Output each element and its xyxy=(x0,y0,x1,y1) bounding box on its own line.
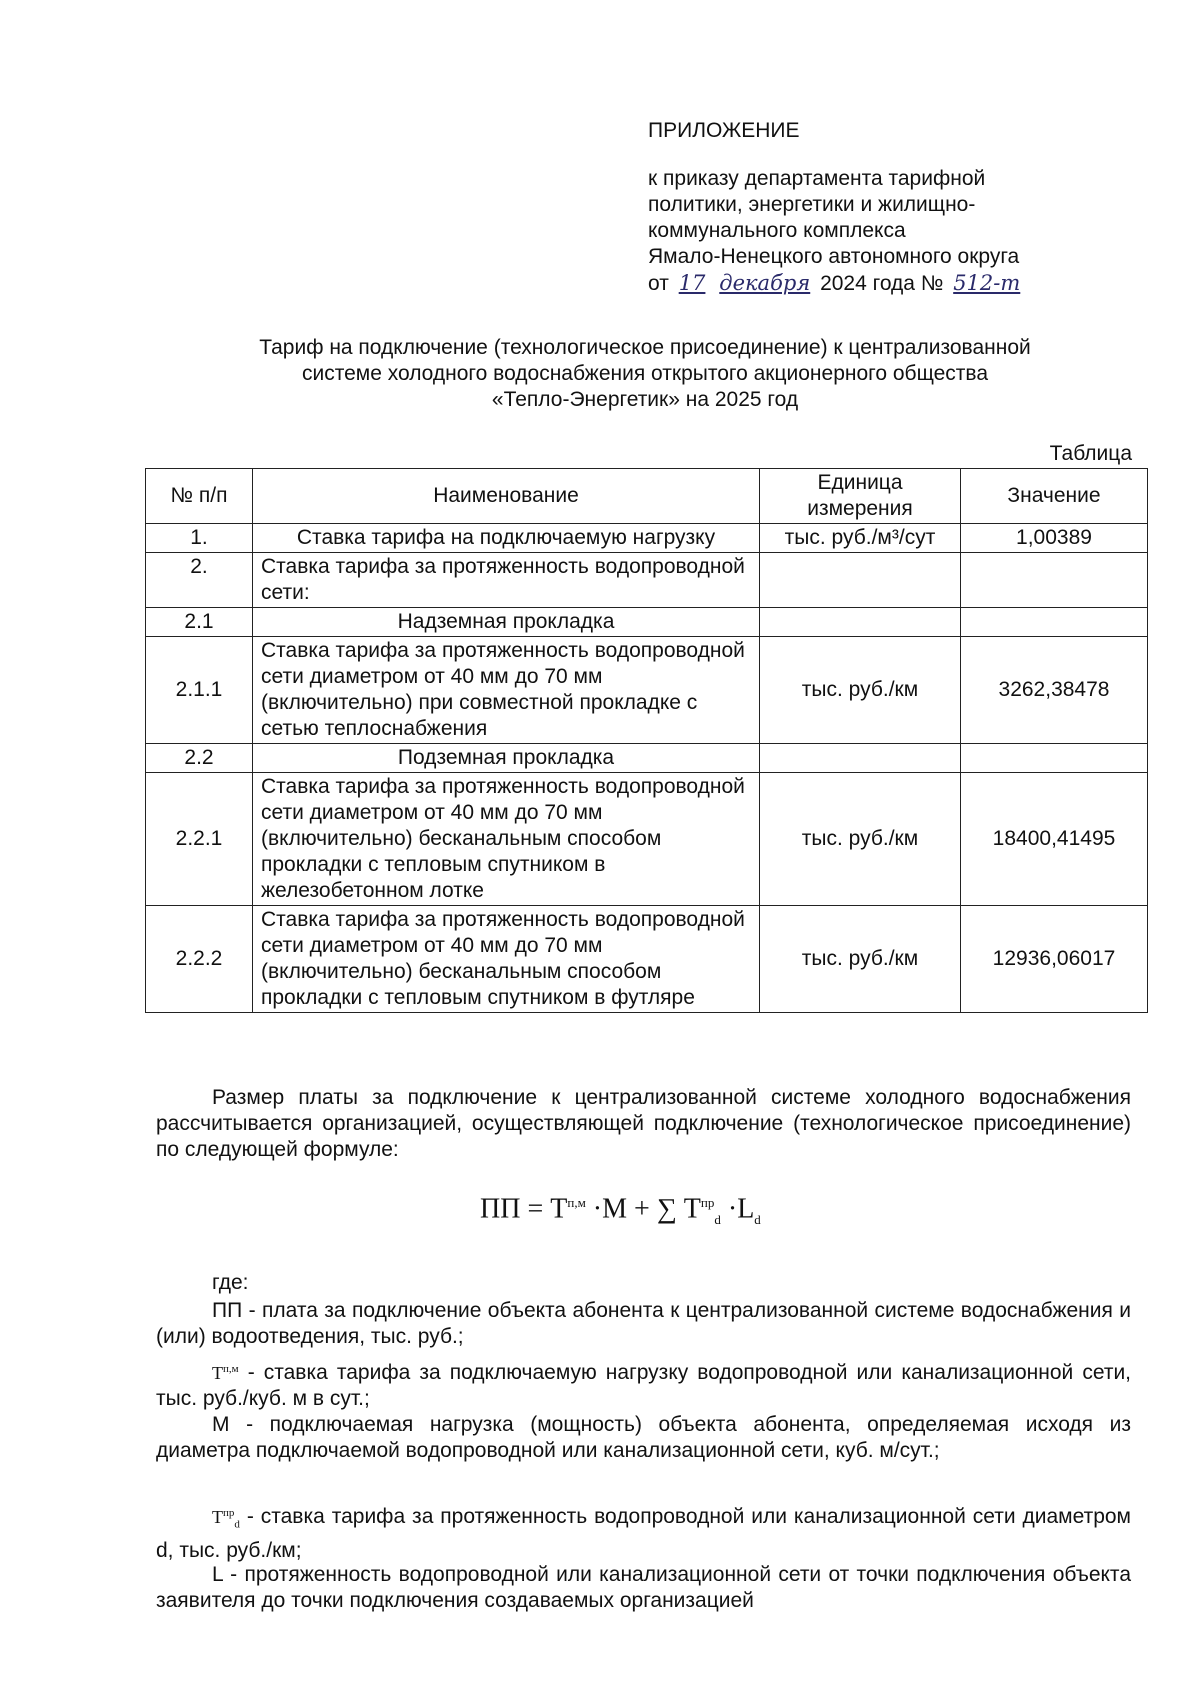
cell-num: 2.1.1 xyxy=(146,637,253,744)
formula-l-sub: d xyxy=(754,1211,761,1227)
cell-value xyxy=(961,553,1148,608)
cell-name: Подземная прокладка xyxy=(253,744,760,773)
annex-line: коммунального комплекса xyxy=(648,219,906,242)
definition-t xyxy=(156,1356,1131,1412)
table-row xyxy=(146,906,1148,1013)
cell-value: 18400,41495 xyxy=(961,773,1148,906)
cell-name: Ставка тарифа за протяженность водопроводной сети диаметром от 40 мм до 70 мм (включительно) бесканальным способом прокладки с тепловым спутником в железобетонном лотке xyxy=(253,773,760,906)
table-row xyxy=(146,524,1148,553)
cell-value: 1,00389 xyxy=(961,524,1148,553)
header-num: № п/п xyxy=(146,469,253,524)
cell-num: 1. xyxy=(146,524,253,553)
formula-m: М xyxy=(602,1193,628,1225)
formula-td-sub: d xyxy=(714,1211,721,1227)
definition-l: L - протяженность водопроводной или канализационной сети от точки подключения объекта заявителя до точки подключения создаваемых организацией xyxy=(156,1563,1131,1612)
cell-num: 2.2 xyxy=(146,744,253,773)
cell-unit: тыс. руб./м³/сут xyxy=(760,524,961,553)
cell-name: Надземная прокладка xyxy=(253,608,760,637)
table-row xyxy=(146,553,1148,608)
symbol-td-sub: d xyxy=(234,1518,240,1531)
cell-value: 12936,06017 xyxy=(961,906,1148,1013)
annex-title: ПРИЛОЖЕНИЕ xyxy=(648,119,800,142)
formula: ПП = $Т^{п,м} \cdot М$ + ∑ $Т^{пр}_d \cdot L_d$ xyxy=(480,1193,761,1227)
definition-td-text: - ставка тарифа за протяженность водопроводной или канализационной сети диаметром d, тыс. руб./км; xyxy=(156,1505,1131,1562)
handwritten-day: 17 xyxy=(678,271,706,295)
cell-num: 2.2.2 xyxy=(146,906,253,1013)
symbol-t-sup: п,м xyxy=(223,1363,239,1375)
title-line: Тариф на подключение (технологическое присоединение) к централизованной xyxy=(259,336,1031,359)
handwritten-month: декабря xyxy=(719,271,811,295)
cell-unit xyxy=(760,744,961,773)
formula-lhs: ПП xyxy=(480,1193,521,1225)
handwritten-order-number: 512-т xyxy=(953,271,1021,295)
header-unit: Единица измерения xyxy=(760,469,961,524)
table-row xyxy=(146,608,1148,637)
header-name: Наименование xyxy=(253,469,760,524)
cell-unit: тыс. руб./км xyxy=(760,773,961,906)
intro-paragraph: Размер платы за подключение к централизованной системе холодного водоснабжения рассчитывается организацией, осуществляющей подключение (технологическое присоединение) по следующей формуле: xyxy=(156,1086,1131,1161)
definition-pp: ПП - плата за подключение объекта абонента к централизованной системе водоснабжения и (или) водоотведения, тыс. руб.; xyxy=(156,1299,1131,1348)
cell-name: Ставка тарифа за протяженность водопроводной сети диаметром от 40 мм до 70 мм (включительно) при совместной прокладке с сетью теплоснабжения xyxy=(253,637,760,744)
document-title xyxy=(150,335,1140,413)
symbol-t: $Т^{п,м}$ xyxy=(212,1363,239,1383)
cell-num: 2. xyxy=(146,553,253,608)
cell-name: Ставка тарифа на подключаемую нагрузку xyxy=(253,524,760,553)
definition-m: М - подключаемая нагрузка (мощность) объекта абонента, определяемая исходя из диаметра подключаемой водопроводной или канализационной сети, куб. м/сут.; xyxy=(156,1413,1131,1462)
annex-date-line xyxy=(648,270,1128,297)
definition-td xyxy=(156,1500,1131,1564)
cell-value xyxy=(961,608,1148,637)
table-row xyxy=(146,637,1148,744)
title-line: «Тепло-Энергетик» на 2025 год xyxy=(491,388,799,411)
table-caption: Таблица xyxy=(1049,442,1132,465)
table-row xyxy=(146,773,1148,906)
cell-unit xyxy=(760,608,961,637)
cell-unit xyxy=(760,553,961,608)
tariff-table xyxy=(145,468,1148,1013)
cell-name: Ставка тарифа за протяженность водопроводной сети диаметром от 40 мм до 70 мм (включительно) бесканальным способом прокладки с тепловым спутником в футляре xyxy=(253,906,760,1013)
cell-name: Ставка тарифа за протяженность водопроводной сети: xyxy=(253,553,760,608)
cell-num: 2.1 xyxy=(146,608,253,637)
table-header-row xyxy=(146,469,1148,524)
cell-unit: тыс. руб./км xyxy=(760,906,961,1013)
cell-num: 2.2.1 xyxy=(146,773,253,906)
where-label: где: xyxy=(212,1271,249,1294)
header-value: Значение xyxy=(961,469,1148,524)
cell-unit: тыс. руб./км xyxy=(760,637,961,744)
symbol-td-sup: пр xyxy=(223,1507,235,1519)
formula-t-sup: п,м xyxy=(567,1195,586,1210)
annex-line: политики, энергетики и жилищно- xyxy=(648,193,976,216)
formula-td-sup: пр xyxy=(700,1195,715,1210)
formula-l: L xyxy=(737,1193,755,1225)
cell-value: 3262,38478 xyxy=(961,637,1148,744)
annex-line: к приказу департамента тарифной xyxy=(648,167,986,190)
definition-t-text: - ставка тарифа за подключаемую нагрузку водопроводной или канализационной сети, тыс. руб./куб. м в сут.; xyxy=(156,1361,1132,1410)
title-line: системе холодного водоснабжения открытого акционерного общества xyxy=(301,362,989,385)
date-prefix: от xyxy=(648,272,669,295)
date-year: 2024 года № xyxy=(820,272,944,295)
symbol-td: $Т^{пр}_d$ xyxy=(212,1507,240,1531)
annex-line: Ямало-Ненецкого автономного округа xyxy=(648,245,1020,268)
annex-block xyxy=(648,118,1128,297)
table-row xyxy=(146,744,1148,773)
cell-value xyxy=(961,744,1148,773)
